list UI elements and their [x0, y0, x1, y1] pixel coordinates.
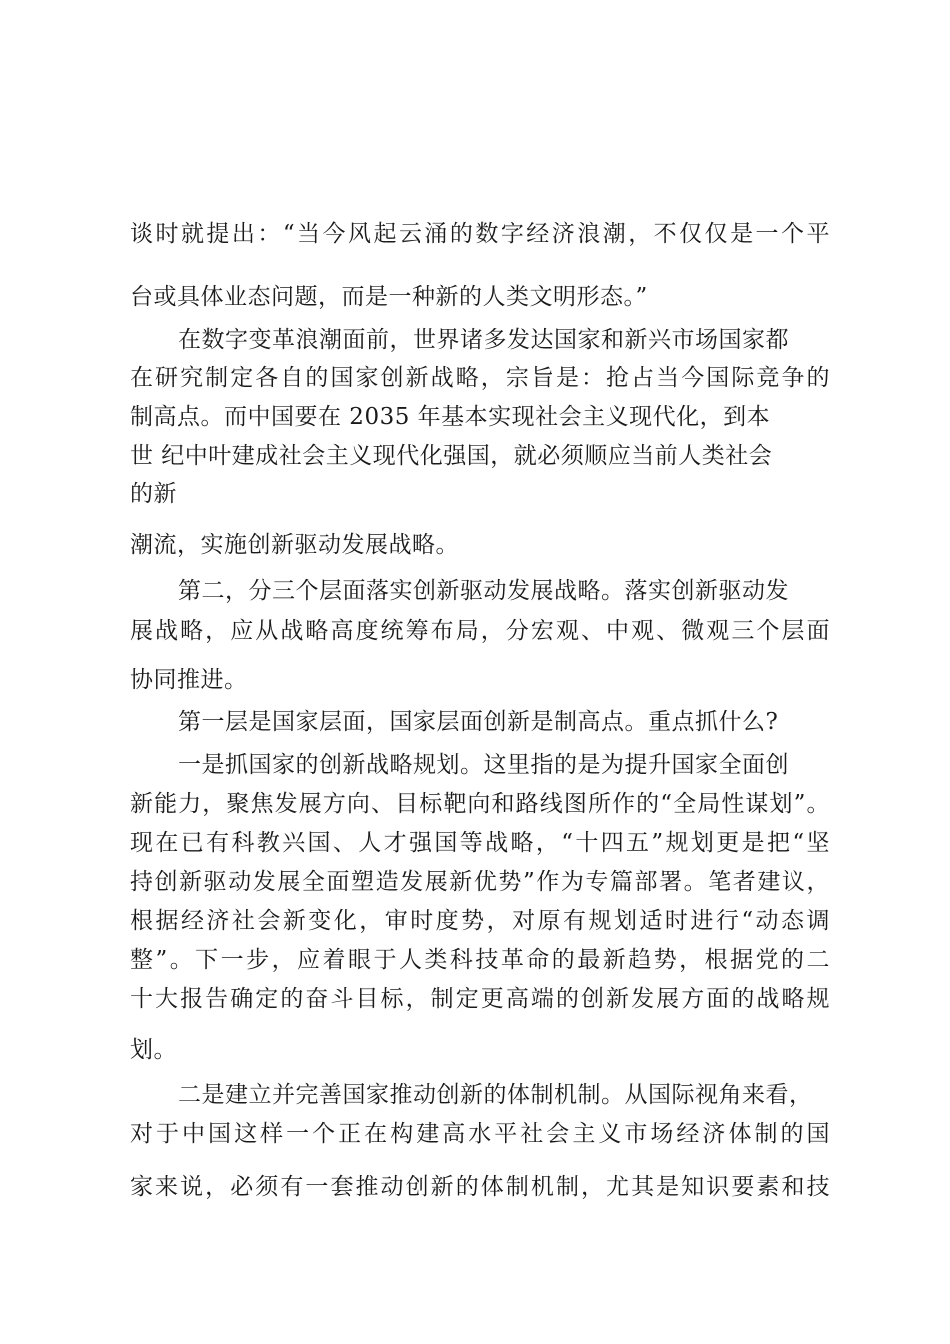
text-line: 协同推进。 — [130, 667, 248, 693]
text-line: 划。 — [130, 1037, 177, 1063]
text-line: 的新 — [130, 481, 177, 507]
paragraph-first-line: 一是抓国家的创新战略规划。这里指的是为提升国家全面创 — [178, 752, 789, 778]
text-line: 谈时就提出：“当今风起云涌的数字经济浪潮，不仅仅是一个平 — [130, 221, 830, 247]
text-line: 世 纪中叶建成社会主义现代化强国，就必须顺应当前人类社会 — [130, 443, 773, 469]
text-line: 潮流，实施创新驱动发展战略。 — [130, 532, 459, 558]
text-line: 根据经济社会新变化，审时度势，对原有规划适时进行“动态调 — [130, 908, 830, 934]
text-line: 现在已有科教兴国、人才强国等战略，“十四五”规划更是把“坚 — [130, 830, 830, 856]
paragraph-first-line: 在数字变革浪潮面前，世界诸多发达国家和新兴市场国家都 — [178, 327, 789, 353]
paragraph-first-line: 第二，分三个层面落实创新驱动发展战略。落实创新驱动发 — [178, 578, 789, 604]
text-line: 新能力，聚焦发展方向、目标靶向和路线图所作的“全局性谋划”。 — [130, 791, 830, 817]
paragraph-first-line: 二是建立并完善国家推动创新的体制机制。从国际视角来看， — [178, 1082, 813, 1108]
text-line: 家来说，必须有一套推动创新的体制机制，尤其是知识要素和技 — [130, 1174, 830, 1200]
text-line: 整”。下一步，应着眼于人类科技革命的最新趋势，根据党的二 — [130, 947, 830, 973]
text-line: 对于中国这样一个正在构建高水平社会主义市场经济体制的国 — [130, 1121, 830, 1147]
text-line: 在研究制定各自的国家创新战略，宗旨是：抢占当今国际竞争的 — [130, 365, 830, 391]
text-line: 持创新驱动发展全面塑造发展新优势”作为专篇部署。笔者建议， — [130, 869, 830, 895]
text-line: 展战略，应从战略高度统筹布局，分宏观、中观、微观三个层面 — [130, 618, 830, 644]
text-line: 十大报告确定的奋斗目标，制定更高端的创新发展方面的战略规 — [130, 986, 830, 1012]
text-line: 制高点。而中国要在 2035 年基本实现社会主义现代化，到本 — [130, 404, 771, 430]
text-line: 台或具体业态问题，而是一种新的人类文明形态。” — [130, 284, 648, 310]
paragraph-first-line: 第一层是国家层面，国家层面创新是制高点。重点抓什么? — [178, 709, 779, 735]
